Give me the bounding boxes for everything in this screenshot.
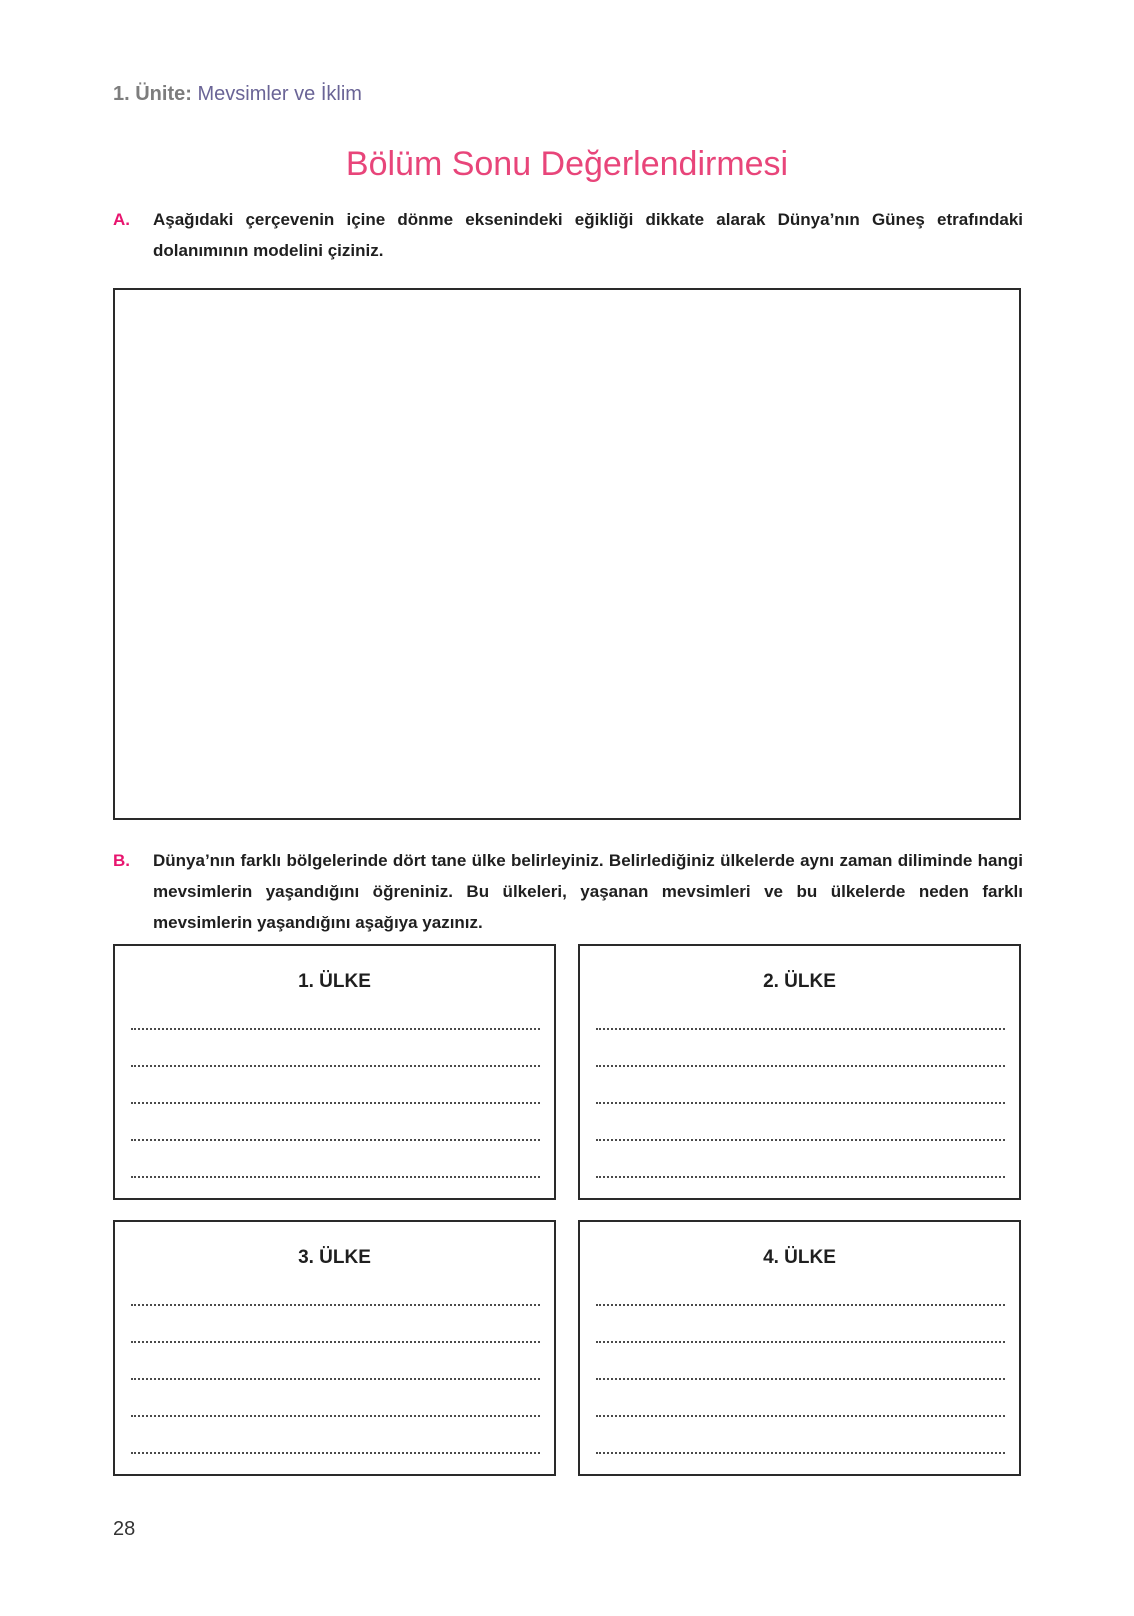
answer-line[interactable] — [596, 1006, 1005, 1030]
answer-line[interactable] — [131, 1282, 540, 1306]
answer-line[interactable] — [131, 1006, 540, 1030]
answer-line[interactable] — [596, 1306, 1005, 1343]
answer-lines — [596, 1282, 1005, 1454]
country-box-3 — [113, 1220, 556, 1476]
question-b — [113, 845, 1023, 938]
answer-line[interactable] — [596, 1282, 1005, 1306]
question-b-text: Dünya’nın farklı bölgelerinde dört tane ülke belirleyiniz. Belirlediğiniz ülkelerde aynı zaman diliminde hangi mevsimlerin yaşandığını öğreniniz. Bu ülkeleri, yaşanan mevsimleri ve bu ülkelerde neden farklı mevsimlerin yaşandığını aşağıya yazınız. — [153, 851, 1023, 932]
country-1-title: 1. ÜLKE — [298, 971, 371, 992]
drawing-frame[interactable] — [113, 288, 1021, 820]
country-3-title: 3. ÜLKE — [298, 1247, 371, 1268]
answer-line[interactable] — [596, 1343, 1005, 1380]
unit-header — [113, 80, 362, 108]
answer-line[interactable] — [131, 1417, 540, 1454]
country-2-title: 2. ÜLKE — [763, 971, 836, 992]
answer-line[interactable] — [131, 1104, 540, 1141]
page-number: 28 — [113, 1518, 136, 1540]
country-box-2 — [578, 944, 1021, 1200]
country-box-1 — [113, 944, 556, 1200]
answer-line[interactable] — [131, 1380, 540, 1417]
question-a-text: Aşağıdaki çerçevenin içine dönme eksenindeki eğikliği dikkate alarak Dünya’nın Güneş etrafındaki dolanımının modelini çiziniz. — [153, 210, 1023, 260]
question-a-letter: A. — [113, 210, 130, 229]
answer-line[interactable] — [596, 1030, 1005, 1067]
answer-line[interactable] — [596, 1067, 1005, 1104]
question-b-letter: B. — [113, 851, 130, 870]
answer-lines — [131, 1282, 540, 1454]
answer-line[interactable] — [596, 1380, 1005, 1417]
answer-line[interactable] — [131, 1306, 540, 1343]
answer-line[interactable] — [131, 1067, 540, 1104]
answer-lines — [596, 1006, 1005, 1178]
answer-line[interactable] — [596, 1104, 1005, 1141]
unit-number: 1. Ünite: — [113, 83, 192, 105]
unit-name: Mevsimler ve İklim — [197, 83, 362, 105]
country-4-title: 4. ÜLKE — [763, 1247, 836, 1268]
answer-line[interactable] — [131, 1141, 540, 1178]
answer-line[interactable] — [131, 1030, 540, 1067]
answer-lines — [131, 1006, 540, 1178]
answer-line[interactable] — [131, 1343, 540, 1380]
answer-line[interactable] — [596, 1417, 1005, 1454]
country-box-4 — [578, 1220, 1021, 1476]
question-a — [113, 204, 1023, 266]
page-title: Bölüm Sonu Değerlendirmesi — [345, 145, 789, 183]
answer-line[interactable] — [596, 1141, 1005, 1178]
